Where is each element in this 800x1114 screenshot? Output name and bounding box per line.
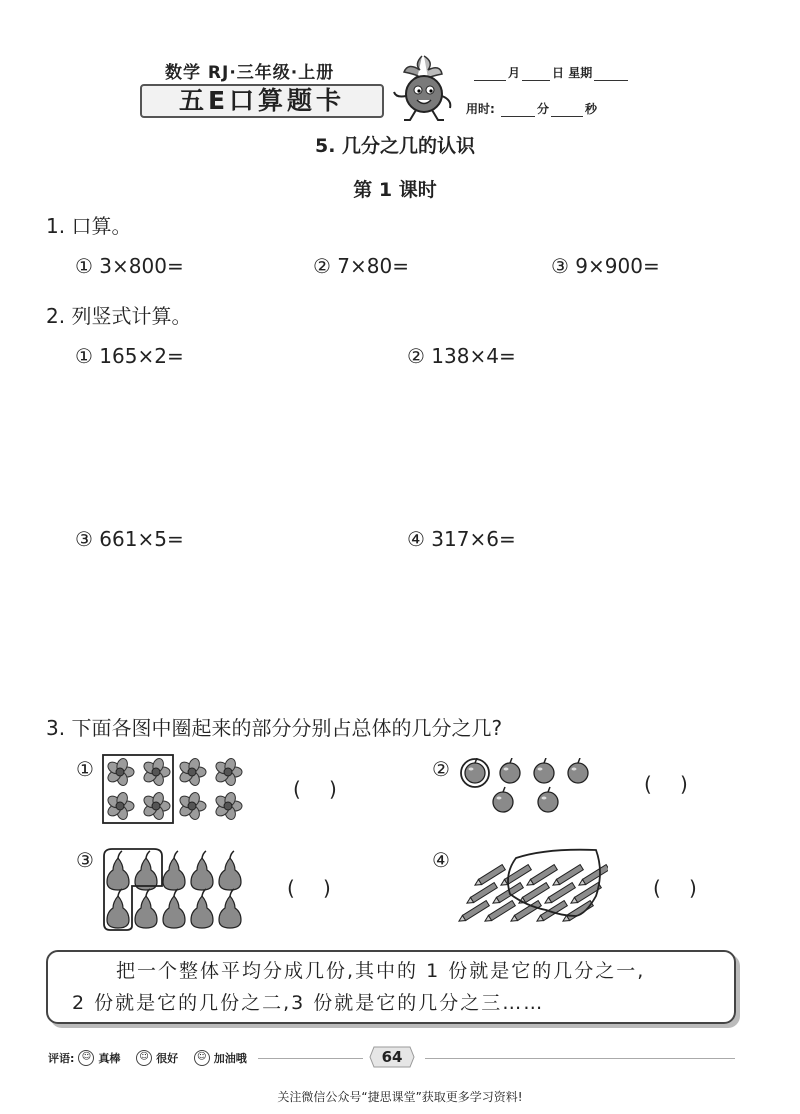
month-label: 月 (508, 66, 521, 80)
day-label: 日 (552, 66, 565, 80)
rating-keep-going: 加油哦 (213, 1052, 247, 1065)
q1-item-3: ③ 9×900= (551, 254, 660, 278)
pear-icon (107, 851, 129, 890)
weekday-blank[interactable] (594, 68, 628, 81)
rating-good: 很好 (156, 1052, 179, 1065)
open-paren: ( (653, 876, 661, 900)
pear-icon (219, 889, 241, 928)
weekday-label: 星期 (568, 66, 593, 80)
pencil-icon (465, 883, 497, 906)
answer-paren-2[interactable] (644, 772, 716, 796)
apple-icon (493, 787, 513, 812)
rating-great: 真棒 (98, 1052, 121, 1065)
close-paren: ) (689, 876, 697, 900)
footer-divider-left (258, 1058, 363, 1059)
series-title: 五E口算题卡 (140, 84, 384, 118)
flower-icon (178, 791, 206, 821)
q3-marker-3: ③ (76, 848, 94, 872)
smile-face-icon[interactable]: ☺ (136, 1050, 152, 1066)
open-paren: ( (293, 777, 301, 801)
q3-marker-4: ④ (432, 848, 450, 872)
pear-icon (107, 889, 129, 928)
pencils-figure (456, 844, 608, 926)
question-1-label: 1. 口算。 (46, 214, 132, 238)
apples-figure (458, 758, 598, 820)
day-blank[interactable] (522, 68, 550, 81)
time-used-label: 用时: (466, 102, 495, 116)
cheer-face-icon[interactable]: ☺ (194, 1050, 210, 1066)
q1-item-1: ① 3×800= (75, 254, 184, 278)
close-paren: ) (329, 777, 337, 801)
flower-icon (214, 791, 242, 821)
apple-icon (568, 758, 588, 783)
footer-note: 关注微信公众号“捷思课堂”获取更多学习资料! (277, 1090, 523, 1104)
lesson-subtitle: 第 1 课时 (353, 179, 437, 201)
flower-icon (106, 791, 134, 821)
flowers-figure (100, 752, 250, 826)
apple-icon (500, 758, 520, 783)
eval-label: 评语: (48, 1052, 75, 1065)
apple-icon (534, 758, 554, 783)
question-3-label: 3. 下面各图中圈起来的部分分别占总体的几分之几? (46, 716, 503, 740)
q3-marker-1: ① (76, 757, 94, 781)
close-paren: ) (323, 876, 331, 900)
pear-icon (163, 851, 185, 890)
minute-blank[interactable] (501, 104, 535, 117)
minute-label: 分 (537, 102, 550, 116)
footer-divider-right (425, 1058, 735, 1059)
month-blank[interactable] (474, 68, 506, 81)
time-line (466, 100, 597, 117)
summary-line-2: 2 份就是它的几份之二,3 份就是它的几分之三…… (72, 992, 545, 1014)
q1-item-2: ② 7×80= (313, 254, 409, 278)
subject-line: 数学 RJ·三年级·上册 (165, 63, 335, 83)
pear-icon (191, 889, 213, 928)
flower-icon (142, 791, 170, 821)
apple-icon (538, 787, 558, 812)
q2-item-2: ② 138×4= (407, 344, 516, 368)
evaluation-row (48, 1050, 247, 1066)
pear-icon (135, 851, 157, 890)
pear-icon (219, 851, 241, 890)
page-number: 64 (381, 1048, 403, 1066)
flower-icon (142, 757, 170, 787)
summary-line-1: 把一个整体平均分成几份,其中的 1 份就是它的几分之一, (116, 960, 646, 982)
pencil-icon (457, 901, 489, 924)
open-paren: ( (287, 876, 295, 900)
close-paren: ) (680, 772, 688, 796)
pear-icon (191, 851, 213, 890)
beet-mascot-icon (388, 52, 458, 124)
date-line (472, 64, 630, 81)
answer-paren-4[interactable] (653, 876, 725, 900)
second-blank[interactable] (551, 104, 583, 117)
pears-figure (100, 846, 252, 932)
answer-paren-3[interactable] (287, 876, 359, 900)
lesson-title: 5. 几分之几的认识 (314, 135, 476, 157)
pear-icon (163, 889, 185, 928)
answer-paren-1[interactable] (293, 777, 365, 801)
q3-marker-2: ② (432, 757, 450, 781)
flower-icon (106, 757, 134, 787)
q2-item-4: ④ 317×6= (407, 527, 516, 551)
flower-icon (178, 757, 206, 787)
open-paren: ( (644, 772, 652, 796)
flower-icon (214, 757, 242, 787)
second-label: 秒 (585, 102, 598, 116)
grin-face-icon[interactable]: ☺ (78, 1050, 94, 1066)
pear-icon (135, 889, 157, 928)
question-2-label: 2. 列竖式计算。 (46, 304, 192, 328)
pencil-icon (473, 865, 505, 888)
q2-item-1: ① 165×2= (75, 344, 184, 368)
q2-item-3: ③ 661×5= (75, 527, 184, 551)
